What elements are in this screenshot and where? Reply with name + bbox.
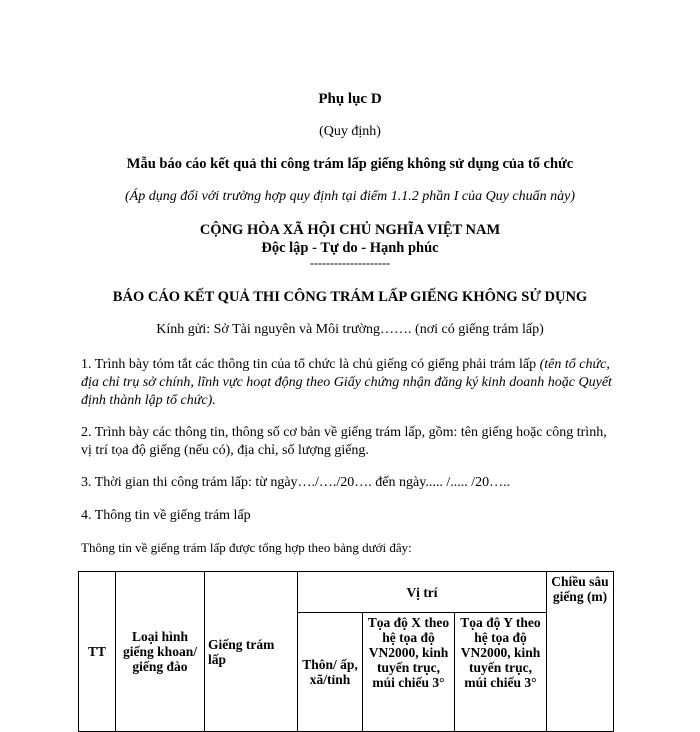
header-loai-hinh: Loại hình giếng khoan/ giếng đào [116,572,205,732]
header-thon-ap: Thôn/ ấp, xã/tỉnh [298,613,363,732]
item-3: 3. Thời gian thi công trám lấp: từ ngày…./…./20…. đến ngày..... /..... /20….. [81,475,511,490]
header-tt: TT [79,572,116,732]
header-toa-do-x: Tọa độ X theo hệ tọa độ VN2000, kinh tuyến trục, múi chiếu 3° [363,613,455,732]
header-vi-tri: Vị trí [298,572,547,613]
well-table [78,571,614,732]
national-motto: Độc lập - Tự do - Hạnh phúc [261,240,439,256]
table-intro: Thông tin về giếng trám lấp được tổng hợp theo bảng dưới đây: [81,540,412,555]
header-gieng-tram-lap: Giếng trám lấp [205,572,298,732]
report-title: BÁO CÁO KẾT QUẢ THI CÔNG TRÁM LẤP GIẾNG KHÔNG SỬ DỤNG [112,289,588,305]
item-4: 4. Thông tin về giếng trám lấp [81,508,251,523]
item-2: 2. Trình bày các thông tin, thông số cơ bản về giếng trám lấp, gồm: tên giếng hoặc công trình, vị trí tọa độ giếng (nếu có), địa chỉ, số lượng giếng. [81,425,607,458]
item-1-text: 1. Trình bày tóm tắt các thông tin của tổ chức là chủ giếng có giếng phải trám lấp [81,357,540,372]
regulation-label: (Quy định) [319,124,381,139]
form-title: Mẫu báo cáo kết quả thi công trám lấp giếng không sử dụng của tổ chức [126,156,574,172]
applicability-note: (Áp dụng đối với trường hợp quy định tại điểm 1.1.2 phần I của Quy chuẩn này) [125,189,575,204]
table-header-row-1 [79,572,614,613]
recipient-line: Kính gửi: Sở Tài nguyên và Môi trường……. (nơi có giếng trám lấp) [156,322,544,337]
appendix-heading: Phụ lục D [318,91,382,107]
item-1-note: (tên tổ chức, địa chỉ trụ sở chính, lĩnh vực hoạt động theo Giấy chứng nhận đăng ký kinh doanh hoặc Quyết định thành lập tổ chức). [81,357,612,408]
motto-divider: -------------------- [310,256,390,270]
header-toa-do-y: Tọa độ Y theo hệ tọa độ VN2000, kinh tuyến trục, múi chiếu 3° [455,613,547,732]
item-1 [81,356,621,410]
header-chieu-sau: Chiều sâu giếng (m) [547,572,614,732]
country-name: CỘNG HÒA XÃ HỘI CHỦ NGHĨA VIỆT NAM [199,222,501,238]
